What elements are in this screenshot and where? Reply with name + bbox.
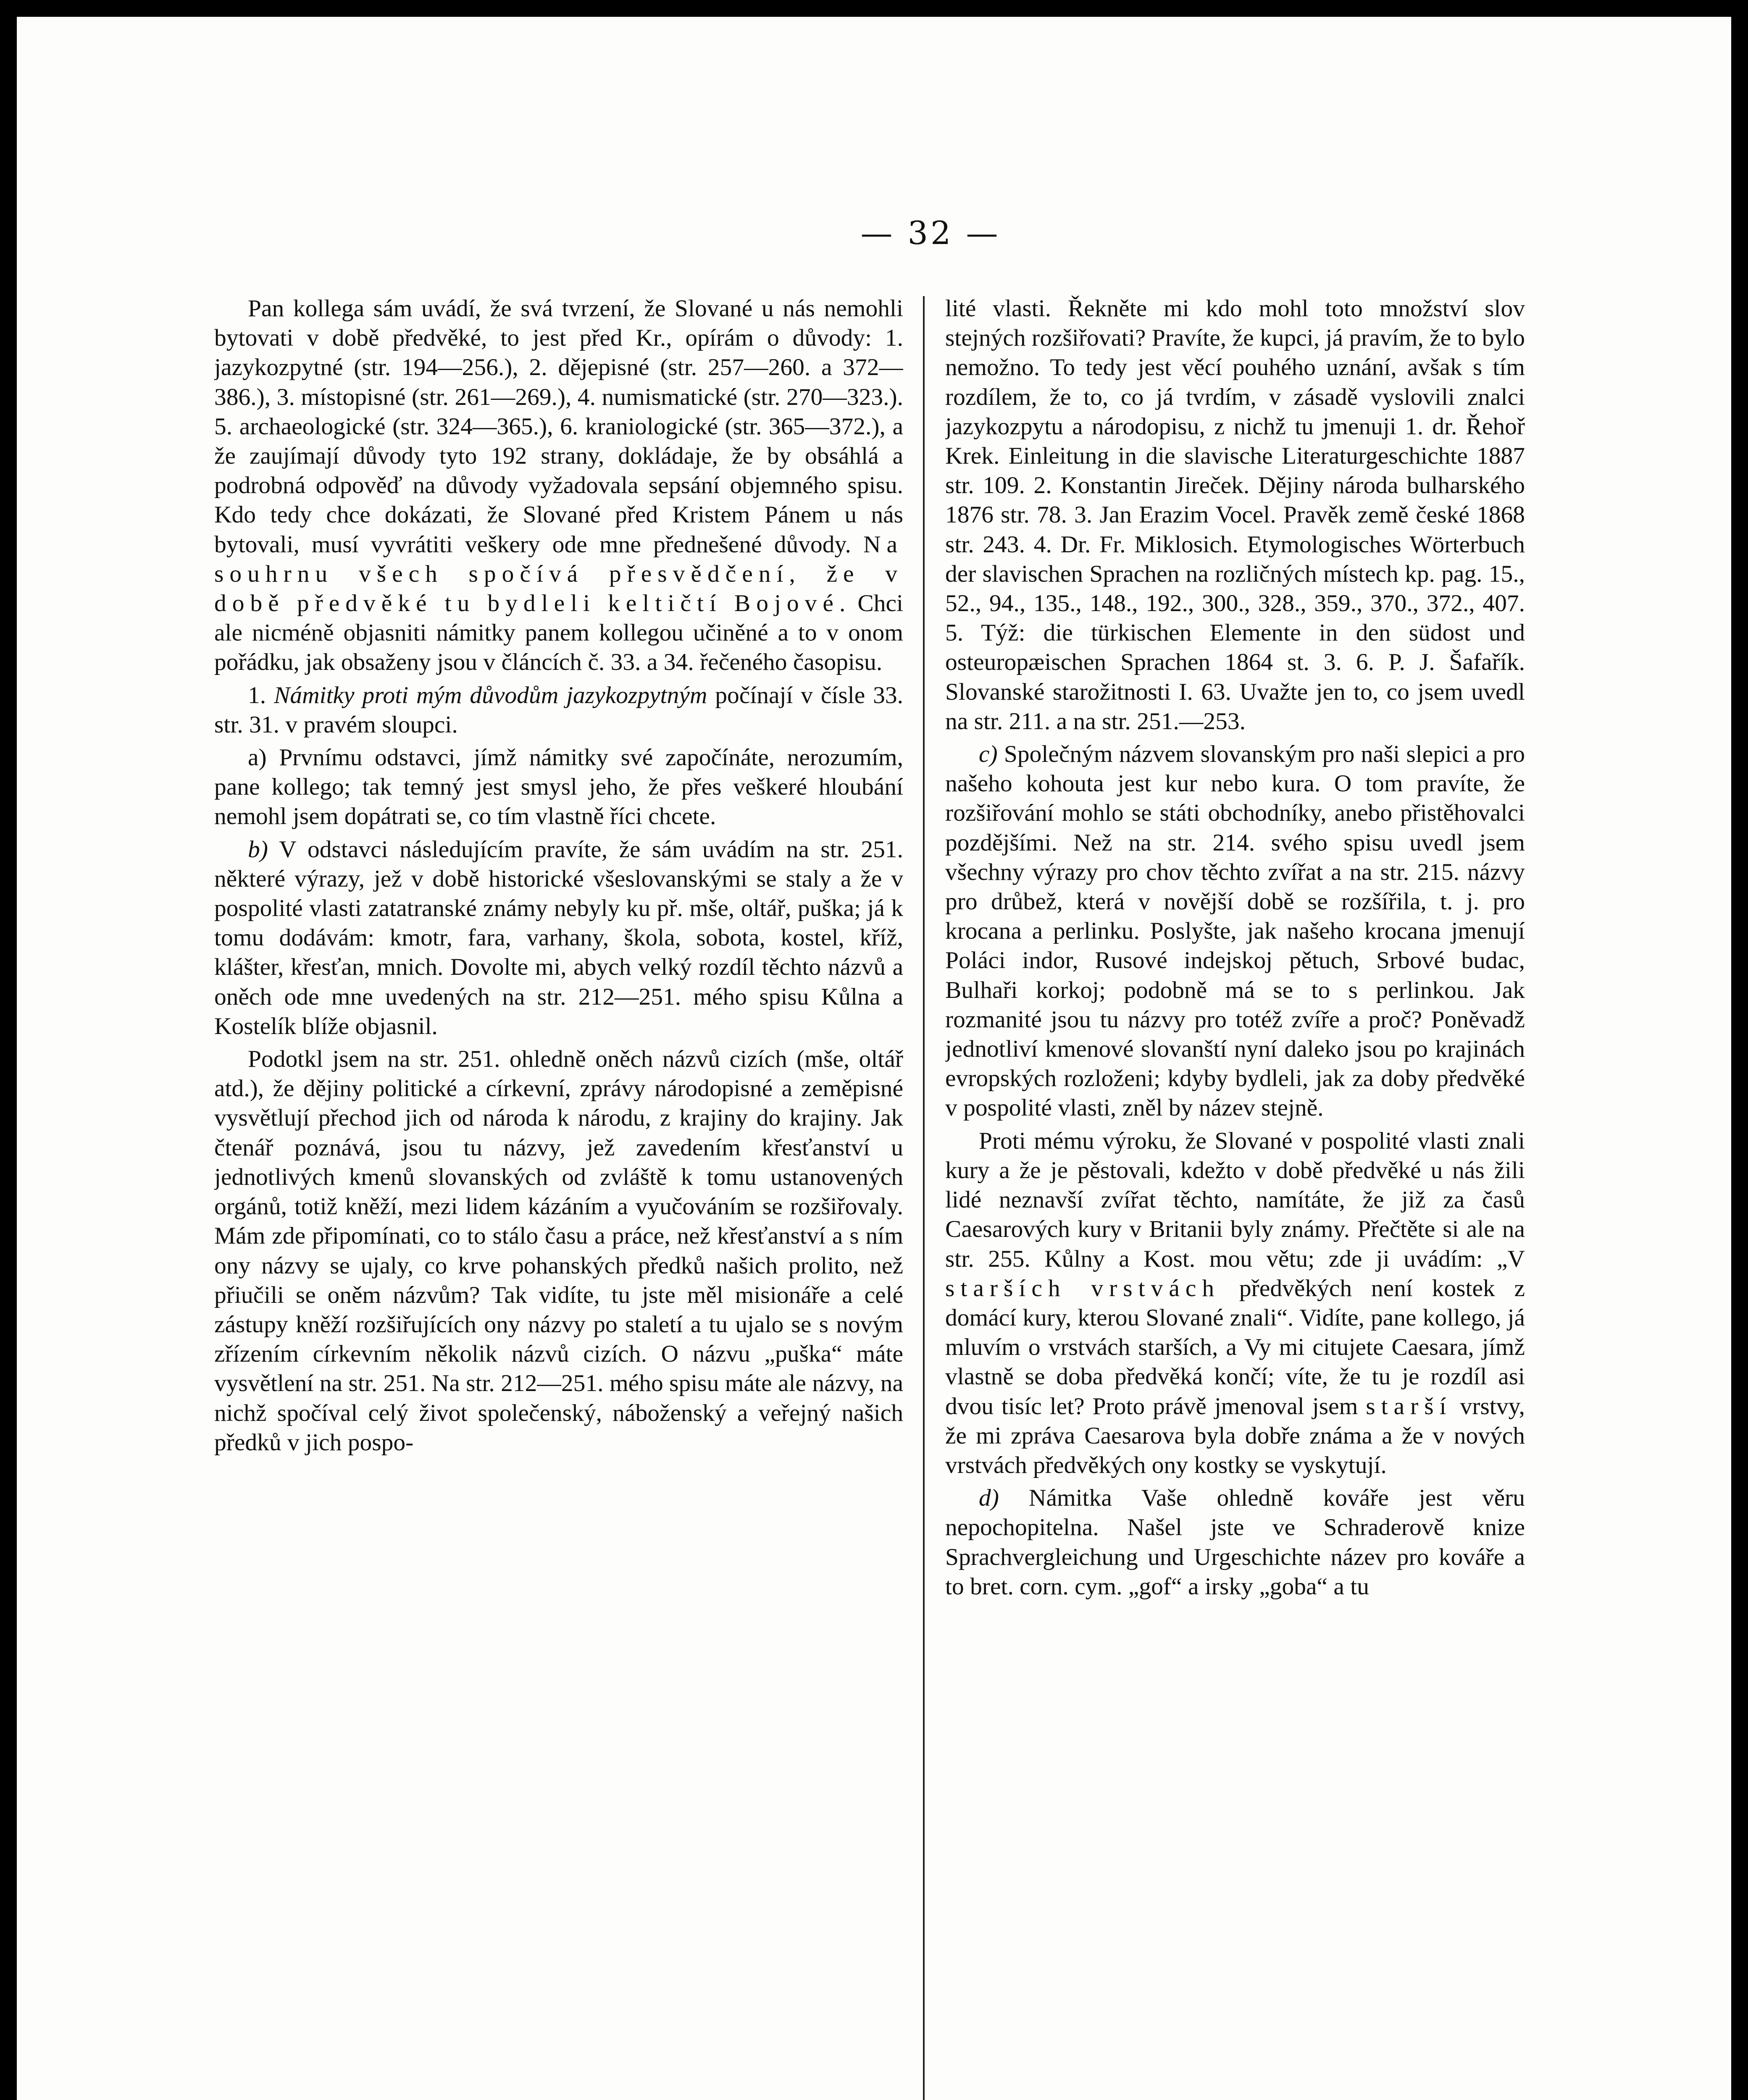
paragraph-d bbox=[945, 1483, 1525, 1601]
right-column bbox=[945, 294, 1525, 2100]
paragraph-section-1 bbox=[214, 681, 903, 740]
left-column bbox=[214, 294, 903, 2100]
kury-spaced-2: starší bbox=[1366, 1393, 1452, 1420]
paragraph-continuation: lité vlasti. Řekněte mi kdo mohl toto množství slov stejných rozšiřovati? Pravíte, že kupci, já pravím, že to bylo nemožno. To tedy jest věcí pouhého uznání, avšak s tím rozdílem, že to, co já tvrdím, v zásadě vyslovili znalci jazykozpytu a národopisu, z nichž tu jmenuji 1. dr. Řehoř Krek. Einleitung in die slavische Literaturgeschichte 1887 str. 109. 2. Konstantin Jireček. Dějiny národa bulharského 1876 str. 78. 3. Jan Erazim Vocel. Pravěk země české 1868 str. 243. 4. Dr. Fr. Miklosich. Etymologisches Wörterbuch der slavischen Sprachen na rozličných místech kp. pag. 15., 52., 94., 135., 148., 192., 300., 328., 359., 370., 372., 407. 5. Týž: die türkischen Elemente in den südost und osteuropæischen Sprachen 1864 st. 3. 6. P. J. Šafařík. Slovanské starožitnosti I. 63. Uvažte jen to, co jsem uvedl na str. 211. a na str. 251.—253. bbox=[945, 295, 1525, 735]
kury-text-1: Proti mému výroku, že Slované v pospolité vlasti znali kury a že je pěstovali, kdežto v době předvěké u nás žili lidé neznavší zvířat těchto, namítáte, že již za časů Caesarových kury v Britanii byly známy. Přečtěte si ale na str. 255. Kůlny a Kost. mou větu; zde ji uvádím: „V bbox=[945, 1127, 1525, 1272]
paragraph-podotkl: Podotkl jsem na str. 251. ohledně oněch názvů cizích (mše, oltář atd.), že dějiny politické a církevní, zprávy národopisné a zeměpisné vysvětlují přechod jich od národa k národu, z krajiny do krajiny. Jak čtenář poznává, jsou tu názvy, jež zavedením křesťanství u jednotlivých kmenů slovanských od zvláště k tomu ustanovených orgánů, totiž kněží, mezi lidem kázáním a vyučováním se rozšiřovaly. Mám zde připomínati, co to stálo času a práce, než křesťanství a s ním ony názvy se ujaly, co krve pohanských předků našich prolito, než přiučili se oněm názvům? Tak vidíte, tu jste měl misionáře a celé zástupy kněží rozšiřujících ony názvy po staletí a tu ujalo se s novým zřízením církevním několik názvů cizích. O názvu „puška“ máte vysvětlení na str. 251. Na str. 212—251. mého spisu máte ale názvy, na nichž spočíval celý život společenský, náboženský a veřejný našich předků v jich pospo- bbox=[214, 1046, 903, 1456]
paragraph-c bbox=[945, 740, 1525, 1123]
paragraph-a: a) Prvnímu odstavci, jímž námitky své započínáte, nerozumím, pane kollego; tak temný jest smysl jeho, že přes veškeré hloubání nemohl jsem dopátrati se, co tím vlastně říci chcete. bbox=[214, 744, 903, 830]
intro-text-end: Chci ale nicméně objasniti námitky panem kollegou učiněné a to v onom pořádku, jak obsaženy jsou v článcích č. 33. a 34. řečeného časopisu. bbox=[214, 590, 903, 676]
paragraph-b-label: b) bbox=[248, 836, 268, 863]
paragraph-c-text: Společným názvem slovanským pro naši slepici a pro našeho kohouta jest kur nebo kura. O tom pravíte, že rozšiřování mohlo se státi obchodníky, anebo přistěhovalci pozdějšími. Než na str. 214. svého spisu uvedl jsem všechny výrazy pro chov těchto zvířat a na str. 215. názvy pro drůbež, která v novější době se rozšířila, t. j. pro krocana a perlinku. Poslyšte, jak našeho krocana jmenují Poláci indor, Rusové indejskoj pětuch, Srbové budac, Bulhaři korkoj; podobně má se to s perlinkou. Jak rozmanité jsou tu názvy pro totéž zvíře a proč? Poněvadž jednotliví kmenové slovanští nyní daleko jsou po krajinách evropských rozloženi; kdyby bydleli, jak za doby předvěké v pospolité vlasti, zněl by název stejně. bbox=[945, 741, 1525, 1121]
paragraph-d-text: Námitka Vaše ohledně kováře jest věru nepochopitelna. Našel jste ve Schraderově knize Sprachvergleichung und Urgeschichte název pro kováře a to bret. corn. cym. „gof“ a irsky „goba“ a tu bbox=[945, 1485, 1525, 1600]
column-divider bbox=[923, 296, 925, 2100]
section-heading: Námitky proti mým důvodům jazykozpytným bbox=[273, 682, 707, 709]
paragraph-intro bbox=[214, 294, 903, 677]
paragraph-b bbox=[214, 835, 903, 1041]
intro-text: Pan kollega sám uvádí, že svá tvrzení, že Slované u nás nemohli bytovati v době předvěké, to jest před Kr., opírám o důvody: 1. jazykozpytné (str. 194—256.), 2. dějepisné (str. 257—260. a 372—386.), 3. místopisné (str. 261—269.), 4. numismatické (str. 270—323.). 5. archaeologické (str. 324—365.), 6. kraniologické (str. 365—372.), a že zaujímají důvody tyto 192 strany, dokládaje, že by obsáhlá a podrobná odpověď na důvody vyžadovala sepsání objemného spisu. Kdo tedy chce dokázati, že Slované před Kristem Pánem u nás bytovali, musí vyvrátiti veškery ode mne přednešené důvody. bbox=[214, 295, 903, 558]
scanned-page bbox=[17, 17, 1731, 2100]
intro-spaced-text: Na souhrnu všech spočívá přesvědčení, že v době předvěké tu bydleli keltičtí Bojové. bbox=[214, 531, 903, 617]
kury-spaced-1: starších vrstvách bbox=[945, 1275, 1220, 1302]
paragraph-d-label: d) bbox=[979, 1485, 999, 1512]
kury-text-2: předvěkých není kostek z domácí kury, kterou Slované znali“. Vidíte, pane kollego, já mluvím o vrstvách starších, a Vy mi citujete Caesara, jímž vlastně se doba předvěká končí; víte, že tu je rozdíl asi dvou tisíc let? Proto právě jmenoval jsem bbox=[945, 1275, 1525, 1420]
paragraph-kury bbox=[945, 1126, 1525, 1480]
paragraph-c-label: c) bbox=[979, 741, 998, 768]
page-number: — 32 — bbox=[860, 214, 1001, 252]
paragraph-b-text: V odstavci následujícím pravíte, že sám uvádím na str. 251. některé výrazy, jež v době historické všeslovanskými se staly a že v pospolité vlasti zatatranské známy nebyly ku př. mše, oltář, puška; já k tomu dodávám: kmotr, fara, varhany, škola, sobota, kostel, kříž, klášter, křesťan, mnich. Dovolte mi, abych velký rozdíl těchto názvů a oněch ode mne uvedených na str. 212—251. mého spisu Kůlna a Kostelík blíže objasnil. bbox=[214, 836, 903, 1040]
section-intro-text: počínají v čísle 33. str. 31. v pravém sloupci. bbox=[214, 682, 903, 738]
kury-text-3: vrstvy, že mi zpráva Caesarova byla dobře známa a že v nových vrstvách předvěkých ony kostky se vyskytují. bbox=[945, 1393, 1525, 1478]
section-number: 1. bbox=[248, 682, 274, 709]
